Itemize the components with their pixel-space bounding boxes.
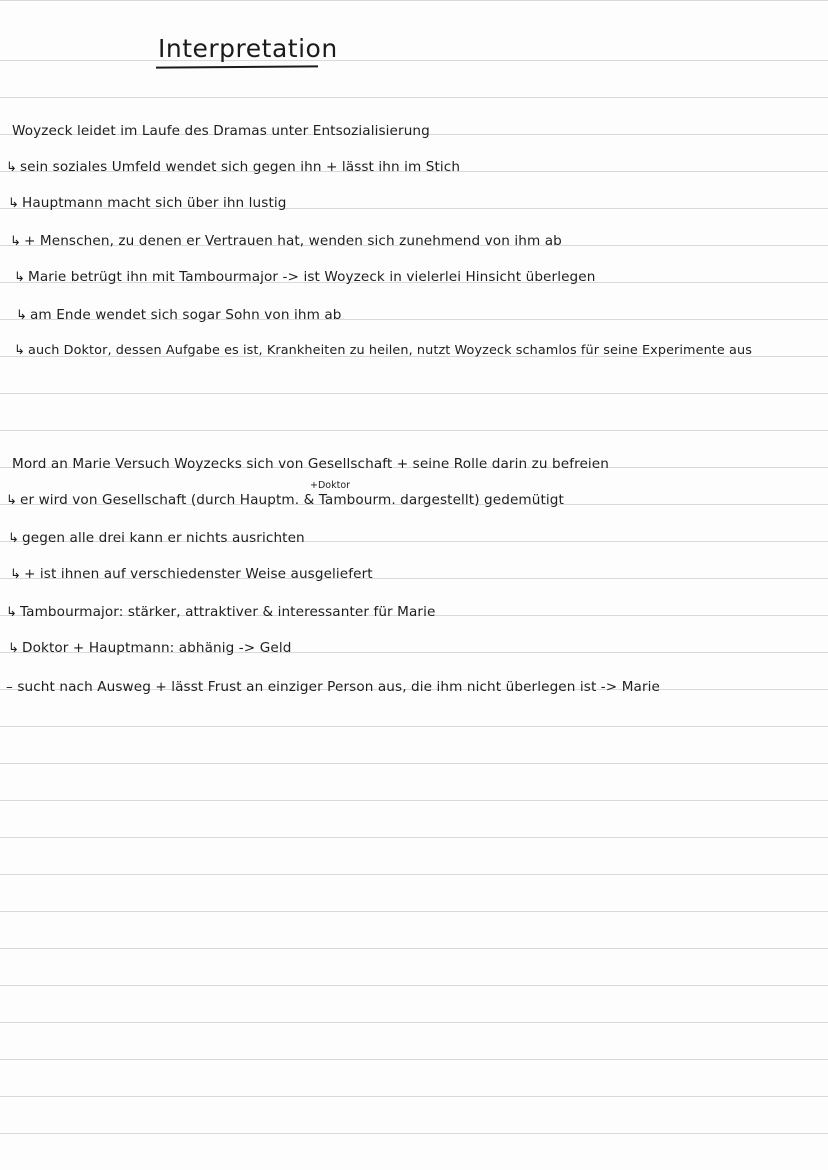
arrow-icon: ↳ xyxy=(8,641,19,656)
arrow-icon: ↳ xyxy=(6,605,17,620)
section1-line-text: am Ende wendet sich sogar Sohn von ihm ab xyxy=(30,307,342,323)
section2-intro: Mord an Marie Versuch Woyzecks sich von Gesellschaft + seine Rolle darin zu befreien xyxy=(12,456,609,472)
section2-line xyxy=(10,565,373,584)
arrow-icon: ↳ xyxy=(6,160,17,175)
section1-line xyxy=(14,342,752,360)
arrow-icon: ↳ xyxy=(10,234,21,249)
section2-line xyxy=(6,491,564,510)
section1-line xyxy=(10,232,562,251)
arrow-icon: ↳ xyxy=(14,343,25,358)
section2-line xyxy=(8,529,305,548)
section1-line-text: sein soziales Umfeld wendet sich gegen ihn + lässt ihn im Stich xyxy=(20,159,461,175)
arrow-icon: ↳ xyxy=(6,493,17,508)
section1-line xyxy=(6,158,460,177)
section1-line xyxy=(14,268,595,287)
superscript-note: +Doktor xyxy=(310,480,351,491)
section2-line-text: gegen alle drei kann er nichts ausrichten xyxy=(22,530,305,546)
section1-line-text: Marie betrügt ihn mit Tambourmajor -> ist Woyzeck in vielerlei Hinsicht überlegen xyxy=(28,269,596,285)
section2-line-text: Doktor + Hauptmann: abhänig -> Geld xyxy=(22,640,292,656)
section2-closing: – sucht nach Ausweg + lässt Frust an einziger Person aus, die ihm nicht überlegen ist -> Marie xyxy=(6,679,661,695)
arrow-icon: ↳ xyxy=(14,270,25,285)
arrow-icon: ↳ xyxy=(16,308,27,323)
section2-line-text: + ist ihnen auf verschiedenster Weise ausgeliefert xyxy=(24,566,373,582)
arrow-icon: ↳ xyxy=(8,196,19,211)
section1-line xyxy=(16,306,342,325)
section1-line-text: auch Doktor, dessen Aufgabe es ist, Krankheiten zu heilen, nutzt Woyzeck schamlos für seine Experimente aus xyxy=(28,343,752,358)
section1-line-text: Hauptmann macht sich über ihn lustig xyxy=(22,195,287,211)
page-title: Interpretation xyxy=(158,34,338,63)
section1-intro: Woyzeck leidet im Laufe des Dramas unter Entsozialisierung xyxy=(12,123,430,139)
section2-line-text: Tambourmajor: stärker, attraktiver & interessanter für Marie xyxy=(20,604,436,620)
section1-line xyxy=(8,194,287,213)
arrow-icon: ↳ xyxy=(8,531,19,546)
section1-line-text: + Menschen, zu denen er Vertrauen hat, wenden sich zunehmend von ihm ab xyxy=(24,233,562,249)
section2-line xyxy=(6,603,435,622)
section2-line xyxy=(8,639,291,658)
section2-line-text: er wird von Gesellschaft (durch Hauptm. & Tambourm. dargestellt) gedemütigt xyxy=(20,492,564,508)
arrow-icon: ↳ xyxy=(10,567,21,582)
title-underline xyxy=(156,65,318,68)
